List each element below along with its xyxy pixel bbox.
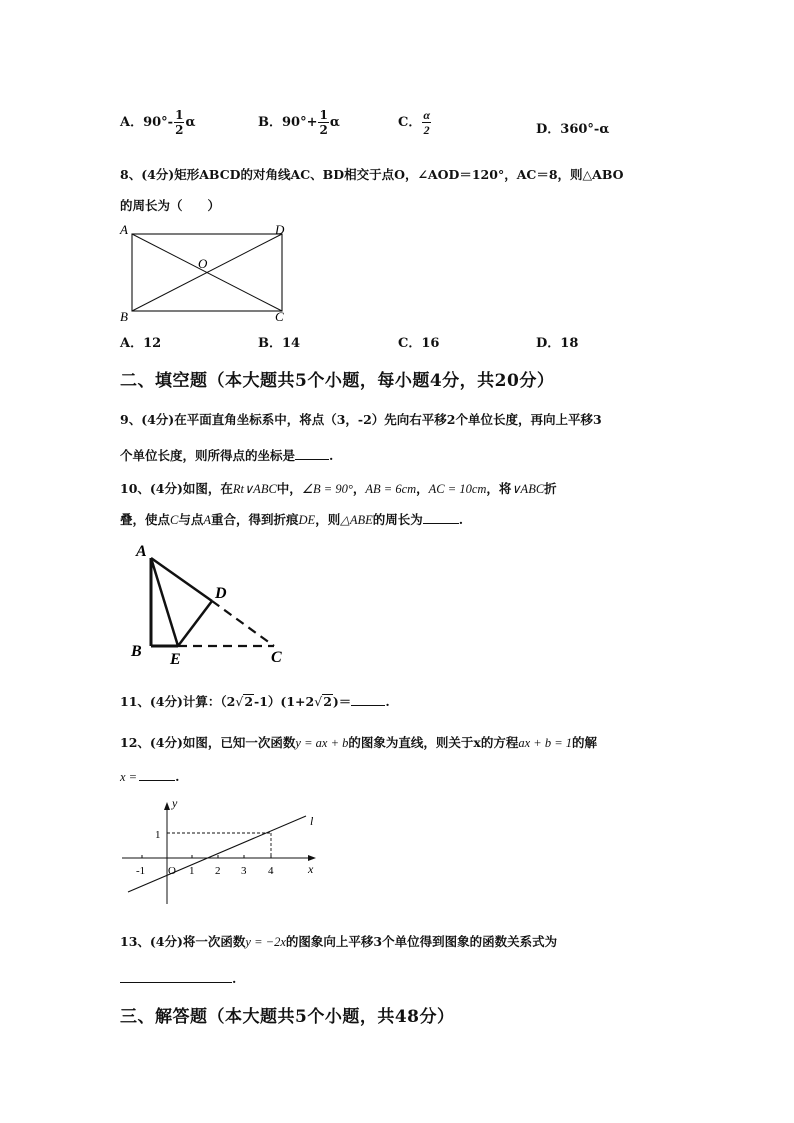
q7-option-b: B．90°+ $\frac{1}{2}$ α: [258, 108, 340, 137]
label-o: O: [198, 256, 208, 271]
q12-line1: 12、(4分)如图，已知一次函数y = ax + b的图象为直线，则关于x的方程ax + b = 1的解: [120, 735, 598, 750]
line-l: [128, 816, 306, 892]
line-label: l: [310, 814, 314, 828]
q13-line2: .: [120, 970, 236, 986]
q11-answer-blank[interactable]: [351, 693, 385, 706]
x-axis-arrow: [308, 855, 316, 861]
q8-rectangle-figure: [112, 222, 302, 324]
q9-answer-blank[interactable]: [295, 447, 329, 460]
q12-answer-blank[interactable]: [139, 768, 175, 781]
q8-option-d: D．18: [536, 336, 579, 351]
label-c: C: [271, 649, 282, 666]
q9-line1: 9、(4分)在平面直角坐标系中，将点（3，-2）先向右平移2个单位长度，再向上平移3: [120, 412, 602, 427]
q9-line2: 个单位长度，则所得点的坐标是 .: [120, 448, 334, 463]
x-label: x: [308, 862, 314, 876]
section3-title: 三、解答题（本大题共5个小题，共48分）: [120, 1007, 455, 1027]
label-e: E: [170, 651, 181, 668]
q10-line2: 叠，使点C与点A重合，得到折痕DE，则△ABE的周长为 .: [120, 512, 464, 527]
q10-triangle-figure: [128, 540, 298, 670]
q8-option-b: B．14: [258, 336, 301, 351]
x-tick-1: 1: [189, 865, 195, 877]
y-label: y: [172, 796, 178, 810]
q12-function-graph: [118, 796, 328, 908]
q8-line2: 的周长为（ ）: [120, 198, 221, 213]
x-tick-3: 3: [241, 865, 247, 877]
segment-de: [178, 601, 212, 646]
q10-answer-blank[interactable]: [423, 511, 459, 524]
q13-answer-blank[interactable]: [120, 970, 232, 983]
x-tick-2: 2: [215, 865, 221, 877]
q7-option-d: D．360°-α: [536, 122, 610, 137]
label-a: A: [136, 543, 147, 560]
label-a: A: [120, 222, 128, 237]
x-tick-neg1: -1: [136, 865, 146, 877]
y-tick-1: 1: [155, 829, 161, 841]
q11-line: 11、(4分)计算：（2√2-1）(1+2√2)＝ .: [120, 694, 390, 709]
label-d: D: [275, 222, 285, 237]
q13-line1: 13、(4分)将一次函数y = −2x的图象向上平移3个单位得到图象的函数关系式为: [120, 934, 558, 949]
label-b: B: [131, 643, 142, 660]
q8-option-c: C．16: [398, 336, 440, 351]
section2-title: 二、填空题（本大题共5个小题，每小题4分，共20分）: [120, 371, 555, 391]
q10-line1: 10、(4分)如图，在Rt∨ABC中，∠B = 90°，AB = 6cm，AC = 10cm，将∨ABC折: [120, 481, 557, 496]
q8-line1: 8、(4分)矩形ABCD的对角线AC、BD相交于点O，∠AOD＝120°，AC＝8，则△ABO: [120, 167, 624, 182]
label-b: B: [120, 309, 128, 324]
q12-line2: x = .: [120, 769, 180, 784]
label-d: D: [215, 585, 227, 602]
segment-dc-dashed: [212, 601, 274, 646]
q7-option-c: C． $\frac{\alpha}{2}$: [398, 108, 430, 137]
x-tick-4: 4: [268, 865, 274, 877]
segment-ad: [151, 558, 212, 601]
q8-option-a: A．12: [120, 336, 162, 351]
y-axis-arrow: [164, 802, 170, 810]
q7-option-a: A．90°- $\frac{1}{2}$ α: [120, 108, 196, 137]
label-c: C: [275, 309, 284, 324]
origin-label: O: [168, 865, 176, 877]
segment-ae: [151, 558, 178, 646]
